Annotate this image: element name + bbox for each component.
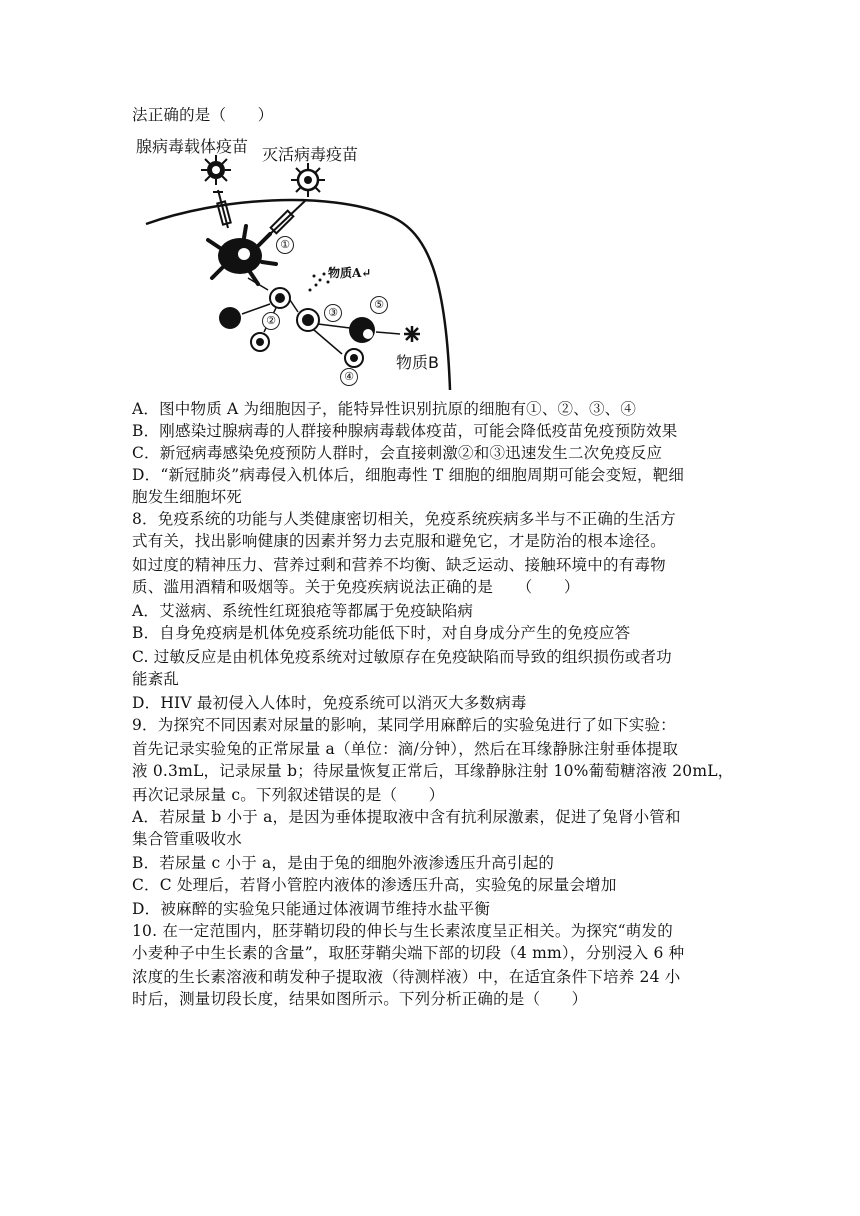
- label-substance-b: 物质B: [396, 353, 439, 372]
- q8-stem-4: 质、滥用酒精和吸烟等。关于免疫疾病说法正确的是 （ ）: [132, 578, 580, 596]
- q9-option-c: C．C 处理后，若肾小管腔内液体的渗透压升高，实验兔的尿量会增加: [132, 876, 617, 894]
- q9-stem-4: 再次记录尿量 c。下列叙述错误的是（ ）: [132, 786, 445, 804]
- q7-option-a: A．图中物质 A 为细胞因子，能特异性识别抗原的细胞有①、②、③、④: [132, 400, 637, 418]
- q7-option-d-cont: 胞发生细胞坏死: [132, 488, 242, 506]
- q10-stem-3: 浓度的生长素溶液和萌发种子提取液（待测样液）中，在适宜条件下培养 24 小: [132, 968, 681, 986]
- q9-option-d: D．被麻醉的实验兔只能通过体液调节维持水盐平衡: [132, 900, 491, 918]
- marker-3: ③: [324, 304, 342, 322]
- antigen-presenting-cell-icon: [208, 226, 276, 284]
- q8-option-d: D．HIV 最初侵入人体时，免疫系统可以消灭大多数病毒: [132, 694, 527, 712]
- marker-5: ⑤: [370, 296, 388, 314]
- q9-stem-1: 9．为探究不同因素对尿量的影响，某同学用麻醉后的实验兔进行了如下实验：: [132, 716, 676, 734]
- q9-stem-3: 液 0.3mL，记录尿量 b；待尿量恢复正常后，耳缘静脉注射 10%葡萄糖溶液 20mL，: [132, 762, 734, 780]
- q9-option-a-cont: 集合管重吸收水: [132, 830, 242, 848]
- vaccine-immune-diagram: [128, 128, 468, 390]
- q8-option-b: B．自身免疫病是机体免疫系统功能低下时，对自身成分产生的免疫应答: [132, 624, 631, 642]
- q8-stem-3: 如过度的精神压力、营养过剩和营养不均衡、缺乏运动、接触环境中的有毒物: [132, 556, 666, 574]
- cell-left-black-icon: [219, 307, 241, 329]
- inactivated-virus-particle-icon: [291, 163, 325, 197]
- intro-line: 法正确的是（ ）: [132, 106, 274, 124]
- label-inactivated-vaccine: 灭活病毒疫苗: [262, 145, 359, 164]
- q10-stem-2: 小麦种子中生长素的含量”，取胚芽鞘尖端下部的切段（4 mm），分别浸入 6 种: [132, 944, 685, 962]
- marker-4: ④: [340, 368, 358, 386]
- q9-option-b: B．若尿量 c 小于 a，是由于兔的细胞外液渗透压升高引起的: [132, 854, 555, 872]
- q9-stem-2: 首先记录实验兔的正常尿量 a（单位：滴/分钟），然后在耳缘静脉注射垂体提取: [132, 740, 679, 758]
- q7-option-c: C．新冠病毒感染免疫预防人群时，会直接刺激②和③迅速发生二次免疫反应: [132, 444, 663, 462]
- q10-stem-4: 时后，测量切段长度，结果如图所示。下列分析正确的是（ ）: [132, 990, 588, 1008]
- marker-1: ①: [276, 236, 294, 254]
- antibody-substance-b-icon: [404, 326, 420, 342]
- plasma-cell-icon: [349, 317, 375, 343]
- q10-stem-1: 10. 在一定范围内，胚芽鞘切段的伸长与生长素浓度呈正相关。为探究“萌发的: [132, 922, 673, 940]
- q8-option-c: C. 过敏反应是由机体免疫系统对过敏原存在免疫缺陷而导致的组织损伤或者功: [132, 648, 672, 666]
- q7-option-b: B．刚感染过腺病毒的人群接种腺病毒载体疫苗，可能会降低疫苗免疫预防效果: [132, 422, 678, 440]
- syringe-right-icon: [268, 200, 306, 236]
- substance-a-dots-icon: [309, 273, 330, 292]
- label-adenovirus-vaccine: 腺病毒载体疫苗: [136, 137, 249, 156]
- q8-option-a: A．艾滋病、系统性红斑狼疮等都属于免疫缺陷病: [132, 602, 474, 620]
- label-substance-a: 物质A↵: [328, 266, 372, 280]
- q8-option-c-cont: 能紊乱: [132, 670, 180, 688]
- q9-option-a: A．若尿量 b 小于 a，是因为垂体提取液中含有抗利尿激素，促进了兔肾小管和: [132, 808, 681, 826]
- q8-stem-2: 式有关，找出影响健康的因素并努力去克服和避免它，才是防治的根本途径。: [132, 532, 666, 550]
- q7-option-d: D．“新冠肺炎”病毒侵入机体后，细胞毒性 T 细胞的细胞周期可能会变短，靶细: [132, 466, 685, 484]
- marker-2: ②: [262, 312, 280, 330]
- syringe-left-icon: [213, 190, 231, 228]
- adenovirus-particle-icon: [201, 155, 231, 185]
- q8-stem-1: 8．免疫系统的功能与人类健康密切相关，免疫系统疾病多半与不正确的生活方: [132, 510, 676, 528]
